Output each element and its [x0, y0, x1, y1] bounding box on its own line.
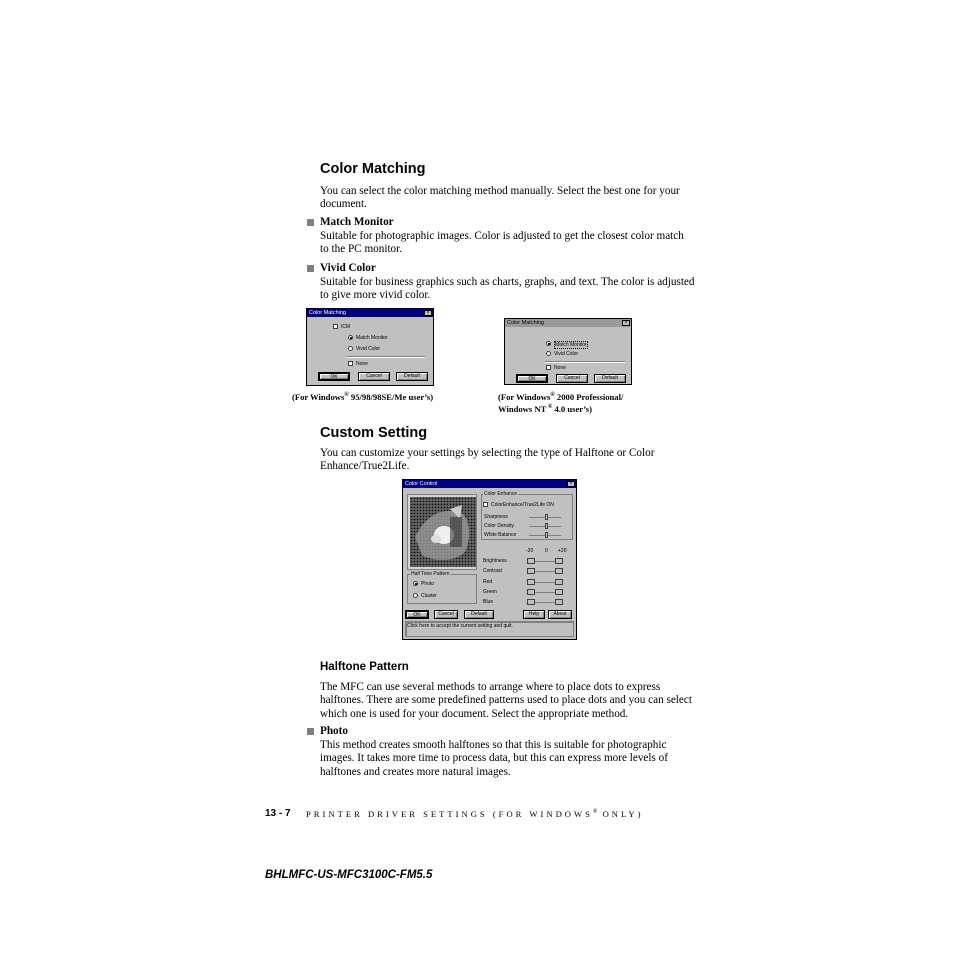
bullet-square-icon: [307, 265, 314, 272]
bullet-square-icon: [307, 219, 314, 226]
cluster-radio[interactable]: [413, 593, 418, 598]
vivid-color-label: Vivid Color: [356, 346, 381, 352]
color-enhance-checkbox[interactable]: [483, 502, 488, 507]
halftone-group: [407, 574, 477, 604]
none-label: None: [554, 365, 566, 371]
dialog2-caption: (For Windows® 2000 Professional/ Windows NT ® 4.0 user’s): [498, 391, 624, 414]
status-text: Click here to accept the current setting and quit.: [407, 623, 513, 629]
blue-thumb[interactable]: [527, 599, 535, 605]
help-button[interactable]: Help: [523, 610, 545, 619]
blue-end: [555, 599, 563, 605]
vivid-color-label: Vivid Color: [554, 351, 579, 357]
vivid-color-text: Suitable for business graphics such as charts, graphs, and text. The color is adjusted to give more vivid color.: [320, 276, 695, 302]
contrast-thumb[interactable]: [527, 568, 535, 574]
photo-title: Photo: [320, 725, 348, 737]
halftone-heading: Halftone Pattern: [320, 661, 409, 673]
ok-button[interactable]: OK: [516, 374, 548, 383]
preview-frame: [407, 494, 477, 570]
green-end: [555, 589, 563, 595]
color-density-thumb[interactable]: [545, 523, 548, 529]
icm-label: ICM: [341, 324, 351, 330]
none-checkbox[interactable]: [348, 361, 353, 366]
red-label: Red: [483, 579, 493, 585]
white-balance-thumb[interactable]: [545, 532, 548, 538]
none-checkbox[interactable]: [546, 365, 551, 370]
color-matching-intro: You can select the color matching method manually. Select the best one for your document.: [320, 185, 680, 211]
document-code: BHLMFC-US-MFC3100C-FM5.5: [265, 869, 433, 881]
cancel-button[interactable]: Cancel: [556, 374, 588, 383]
vivid-color-radio[interactable]: [348, 346, 353, 351]
default-button[interactable]: Default: [396, 372, 428, 381]
close-icon[interactable]: ×: [622, 320, 630, 326]
photo-label: Photo: [421, 581, 435, 587]
red-end: [555, 579, 563, 585]
dialog-title-bar: [505, 319, 631, 327]
dialog-title-bar: [403, 480, 576, 488]
color-matching-dialog-win98: [306, 308, 434, 386]
contrast-end: [555, 568, 563, 574]
page-number: 13 - 7: [265, 808, 291, 819]
separator: [347, 356, 425, 358]
about-button[interactable]: About: [548, 610, 572, 619]
color-enhance-label: ColorEnhance/True2Life ON: [491, 502, 554, 508]
ok-button[interactable]: OK: [405, 610, 429, 619]
sharpness-label: Sharpness: [484, 514, 508, 520]
dialog-title: Color Matching: [309, 310, 346, 316]
color-matching-dialog-win2000: [504, 318, 632, 385]
green-thumb[interactable]: [527, 589, 535, 595]
color-control-dialog: [402, 479, 577, 640]
close-icon[interactable]: ×: [567, 481, 575, 487]
icm-checkbox[interactable]: [333, 324, 338, 329]
match-monitor-label: Match Monitor: [555, 342, 587, 348]
preview-image-icon: [410, 497, 476, 567]
halftone-group-label: Half Tone Pattern: [411, 571, 450, 577]
match-monitor-label: Match Monitor: [356, 335, 388, 341]
match-monitor-radio[interactable]: [348, 335, 353, 340]
scale-mid: 0: [545, 548, 548, 554]
cluster-label: Cluster: [421, 593, 437, 599]
default-button[interactable]: Default: [464, 610, 494, 619]
match-monitor-text: Suitable for photographic images. Color is adjusted to get the closest color match to the PC monitor.: [320, 230, 684, 256]
brightness-end: [555, 558, 563, 564]
green-label: Green: [483, 589, 497, 595]
blue-label: Blue: [483, 599, 494, 605]
photo-text: This method creates smooth halftones so that this is suitable for photographic images. It takes more time to process data, but this can express more levels of halftones and creates more natural images.: [320, 739, 668, 778]
color-enhance-group-label: Color Enhance: [484, 491, 518, 497]
brightness-label: Brightness: [483, 558, 507, 564]
dialog-title: Color Control: [405, 481, 438, 487]
contrast-label: Contrast: [483, 568, 502, 574]
custom-setting-intro: You can customize your settings by selecting the type of Halftone or Color Enhance/True2Life.: [320, 447, 655, 473]
cancel-button[interactable]: Cancel: [358, 372, 390, 381]
color-matching-heading: Color Matching: [320, 161, 426, 177]
vivid-color-radio[interactable]: [546, 351, 551, 356]
none-label: None: [356, 361, 368, 367]
close-icon[interactable]: ×: [424, 310, 432, 316]
halftone-intro: The MFC can use several methods to arrange where to place dots to express halftones. There are some predefined patterns used to place dots and you can select which one is used for your document. Select the appropriate method.: [320, 681, 692, 720]
dialog-title: Color Matching: [507, 320, 544, 326]
dialog1-caption: (For Windows® 95/98/98SE/Me user’s): [292, 391, 434, 402]
color-density-label: Color Density: [484, 523, 515, 529]
cancel-button[interactable]: Cancel: [434, 610, 458, 619]
default-button[interactable]: Default: [594, 374, 626, 383]
custom-setting-heading: Custom Setting: [320, 425, 428, 441]
red-thumb[interactable]: [527, 579, 535, 585]
photo-radio[interactable]: [413, 581, 418, 586]
match-monitor-radio[interactable]: [546, 341, 551, 346]
scale-max: +20: [558, 548, 567, 554]
brightness-thumb[interactable]: [527, 558, 535, 564]
separator: [545, 361, 625, 363]
bullet-square-icon: [307, 728, 314, 735]
dialog-title-bar: [307, 309, 433, 317]
section-footer: PRINTER DRIVER SETTINGS (FOR WINDOWS® ONLY): [306, 809, 644, 819]
match-monitor-title: Match Monitor: [320, 216, 394, 228]
sharpness-thumb[interactable]: [545, 514, 548, 520]
vivid-color-title: Vivid Color: [320, 262, 376, 274]
scale-min: -20: [526, 548, 534, 554]
white-balance-label: White Balance: [484, 532, 517, 538]
ok-button[interactable]: OK: [318, 372, 350, 381]
